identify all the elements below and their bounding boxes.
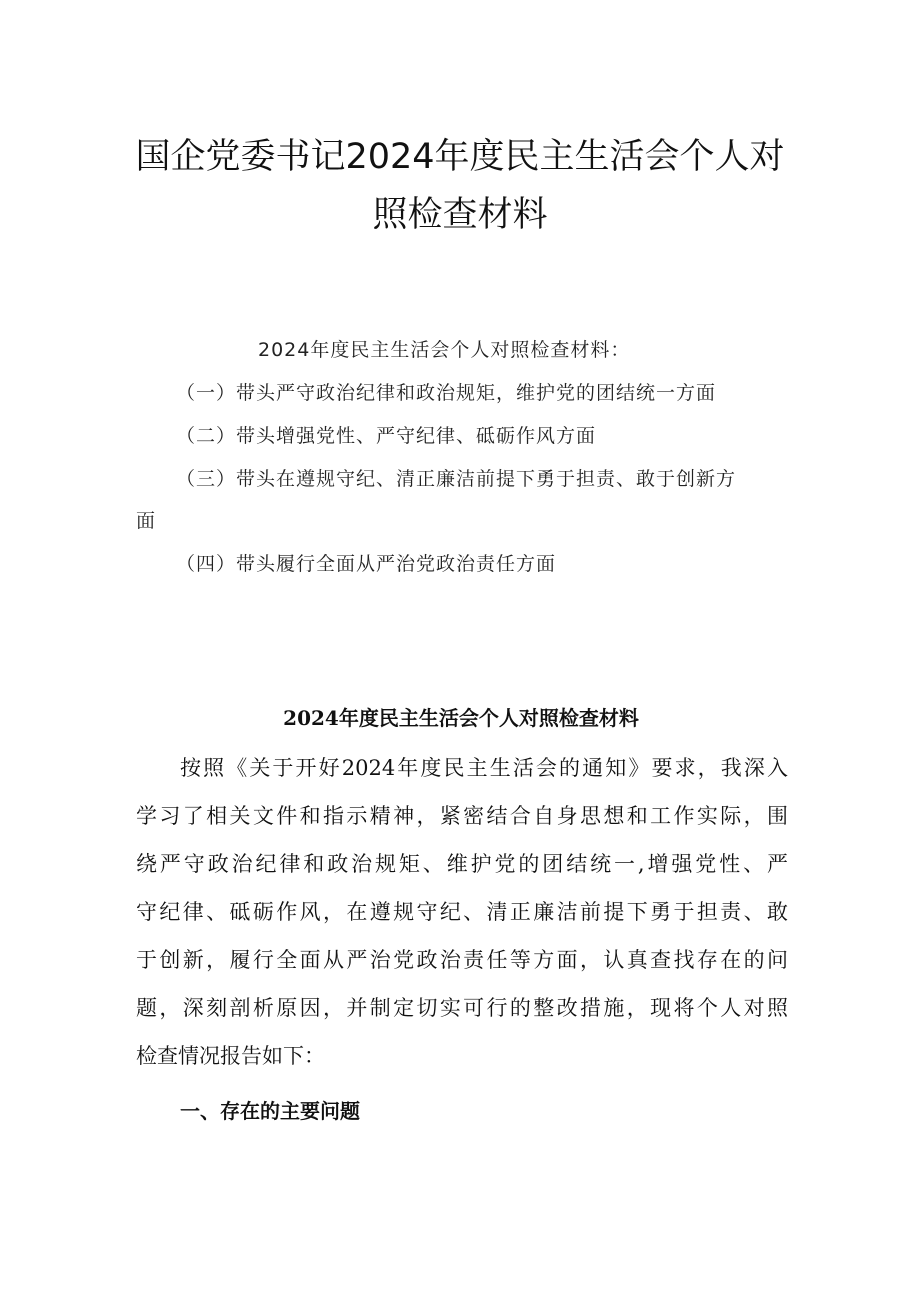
section-heading: 一、存在的主要问题: [180, 1099, 360, 1123]
toc-item-continuation: 面: [136, 510, 157, 532]
toc-item: （三）带头在遵规守纪、清正廉洁前提下勇于担责、敢于创新方: [176, 468, 737, 490]
toc-item: （四）带头履行全面从严治党政治责任方面: [176, 553, 557, 575]
paragraph-line: 守纪律、砥砺作风，在遵规守纪、清正廉洁前提下勇于担责、敢: [136, 900, 788, 924]
document-title-line-1: 国企党委书记2024年度民主生活会个人对: [135, 137, 785, 177]
toc-item: （二）带头增强党性、严守纪律、砥砺作风方面: [176, 425, 597, 447]
toc-intro: 2024年度民主生活会个人对照检查材料：: [258, 339, 631, 361]
document-title: [130, 128, 790, 244]
body-title: 2024年度民主生活会个人对照检查材料: [283, 706, 639, 730]
paragraph-line: 题，深刻剖析原因，并制定切实可行的整改措施，现将个人对照: [136, 996, 788, 1020]
document-title-line-2: 照检查材料: [372, 195, 548, 235]
paragraph-line: 于创新，履行全面从严治党政治责任等方面，认真查找存在的问: [136, 948, 788, 972]
paragraph-line: 学习了相关文件和指示精神，紧密结合自身思想和工作实际，围: [136, 804, 788, 828]
paragraph-line: 检查情况报告如下：: [136, 1044, 325, 1068]
paragraph-line: 按照《关于开好2024年度民主生活会的通知》要求，我深入: [180, 756, 788, 780]
paragraph-line: 绕严守政治纪律和政治规矩、维护党的团结统一,增强党性、严: [136, 852, 788, 876]
toc-item: （一）带头严守政治纪律和政治规矩，维护党的团结统一方面: [176, 382, 717, 404]
